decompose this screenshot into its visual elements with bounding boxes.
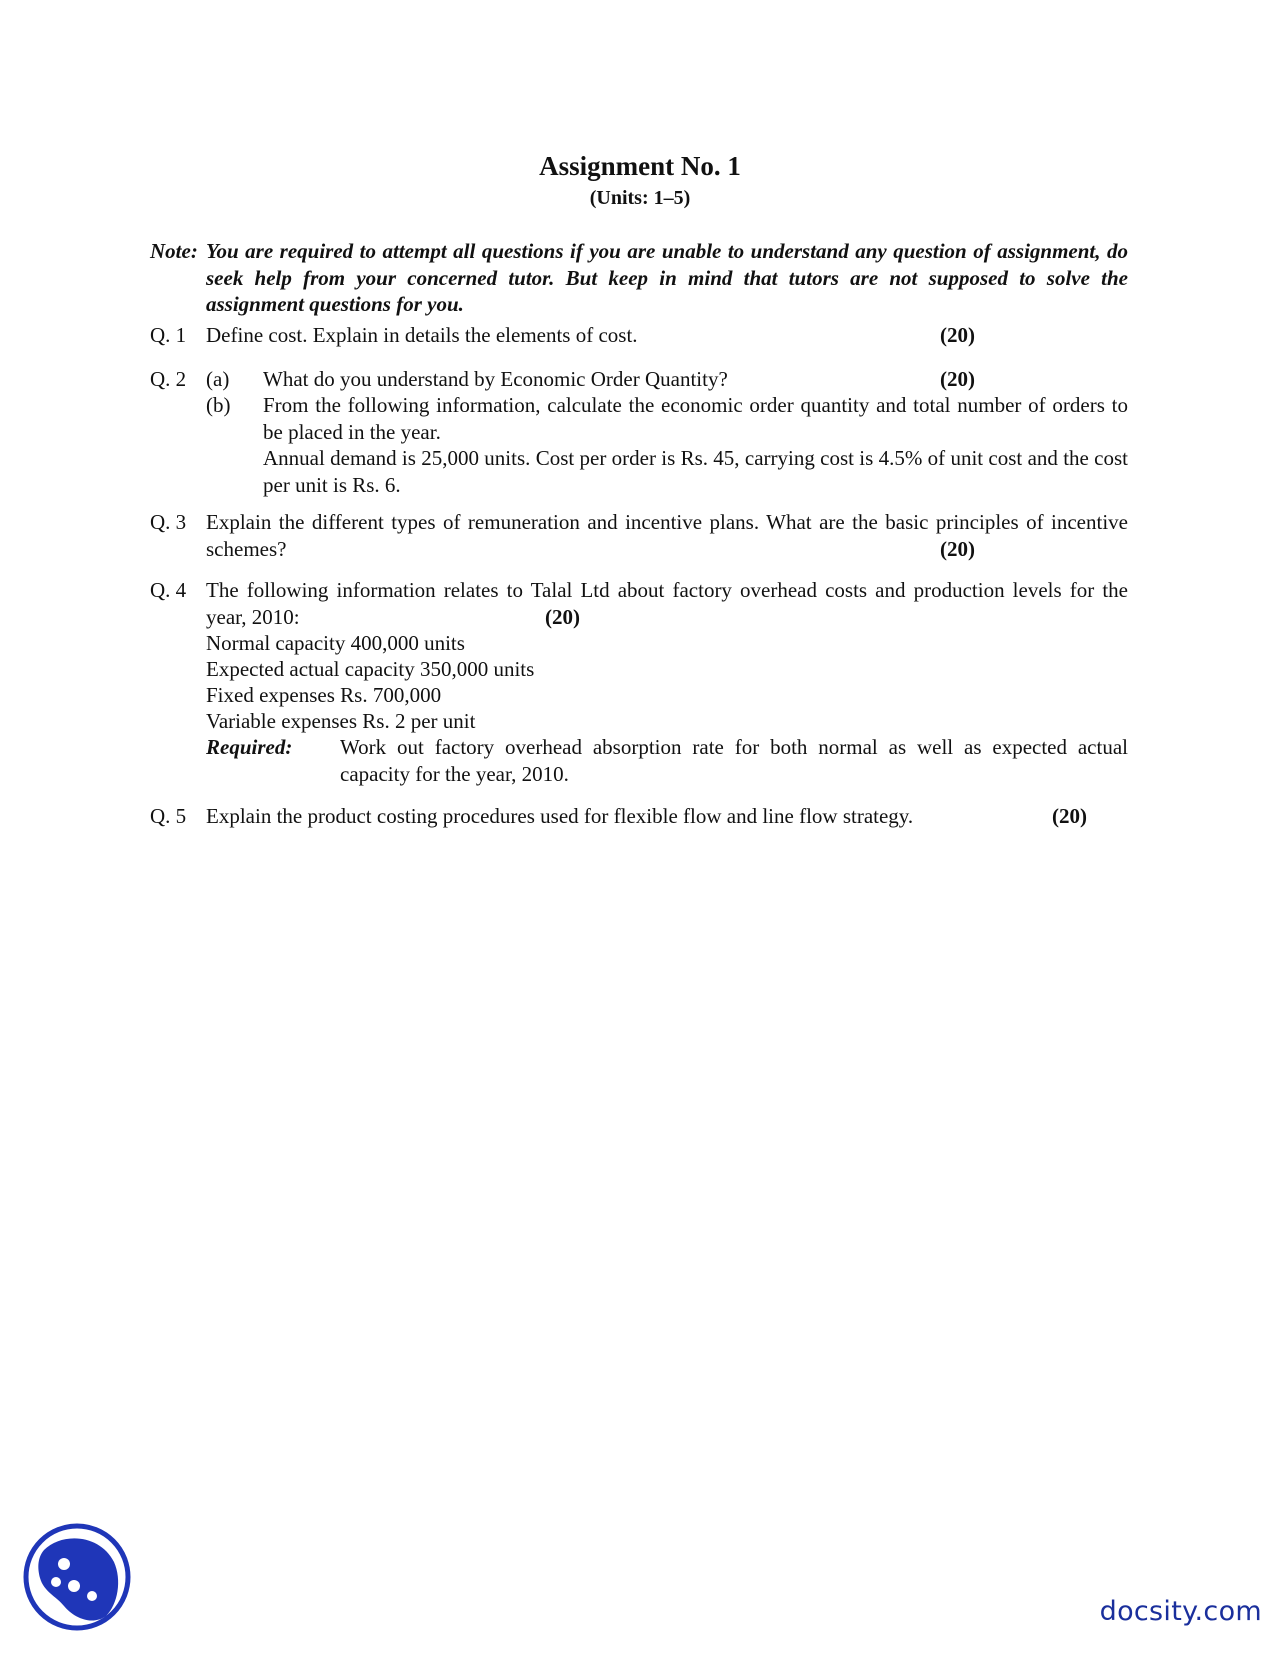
question-marks: (20) bbox=[940, 323, 975, 347]
question-text: Define cost. Explain in details the elements of cost. bbox=[206, 323, 638, 347]
note-label: Note: bbox=[150, 239, 198, 263]
note-text: You are required to attempt all questions if you are unable to understand any question of assignment, do seek help from your concerned tutor. But keep in mind that tutors are not supposed to solve the assignment questions for you. bbox=[206, 239, 1128, 316]
required-text: Work out factory overhead absorption rate for both normal as well as expected actual capacity for the year, 2010. bbox=[340, 735, 1128, 786]
question-part-data: Annual demand is 25,000 units. Cost per order is Rs. 45, carrying cost is 4.5% of unit cost and the cost per unit is Rs. 6. bbox=[263, 446, 1128, 497]
data-line: Expected actual capacity 350,000 units bbox=[206, 657, 535, 681]
data-line: Fixed expenses Rs. 700,000 bbox=[206, 683, 442, 707]
question-text: The following information relates to Talal Ltd about factory overhead costs and production levels for the year, 2010: bbox=[206, 578, 1128, 629]
question-part-text: From the following information, calculate the economic order quantity and total number of orders to be placed in the year. bbox=[263, 393, 1128, 444]
question-marks: (20) bbox=[1052, 804, 1087, 828]
question-number: Q. 1 bbox=[150, 323, 187, 347]
question-part-label: (a) bbox=[206, 367, 230, 391]
question-marks: (20) bbox=[940, 537, 975, 561]
question-part-label: (b) bbox=[206, 393, 231, 417]
question-number: Q. 4 bbox=[150, 578, 187, 602]
question-text: Explain the product costing procedures used for flexible flow and line flow strategy. bbox=[206, 804, 914, 828]
question-part-text: What do you understand by Economic Order Quantity? bbox=[263, 367, 728, 391]
required-label: Required: bbox=[206, 735, 293, 759]
docsity-logo-icon bbox=[22, 1522, 132, 1632]
question-number: Q. 5 bbox=[150, 804, 187, 828]
question-marks: (20) bbox=[545, 605, 580, 629]
question-marks: (20) bbox=[940, 367, 975, 391]
data-line: Variable expenses Rs. 2 per unit bbox=[206, 709, 476, 733]
question-number: Q. 2 bbox=[150, 367, 187, 391]
docsity-brand-link[interactable]: docsity.com bbox=[1099, 1596, 1262, 1627]
question-text: Explain the different types of remuneration and incentive plans. What are the basic principles of incentive schemes? bbox=[206, 510, 1128, 561]
page-subtitle: (Units: 1–5) bbox=[589, 187, 691, 209]
page-title: Assignment No. 1 bbox=[539, 151, 741, 181]
data-line: Normal capacity 400,000 units bbox=[206, 631, 465, 655]
question-number: Q. 3 bbox=[150, 510, 187, 534]
